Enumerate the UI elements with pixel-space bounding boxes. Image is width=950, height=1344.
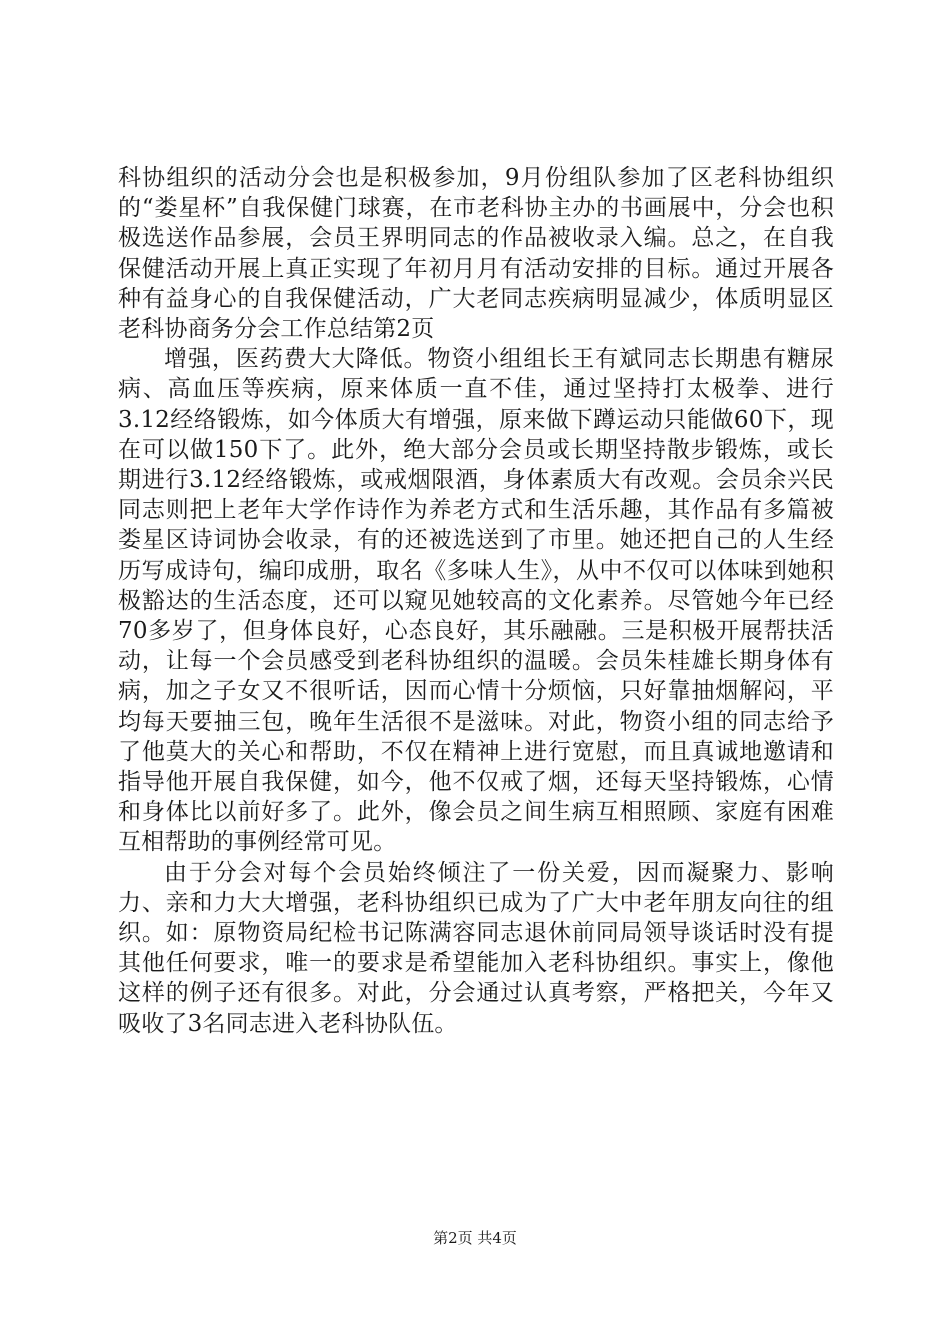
- document-body: [118, 163, 834, 1039]
- paragraph-1: 科协组织的活动分会也是积极参加，9月份组队参加了区老科协组织的“娄星杯”自我保健门球赛，在市老科协主办的书画展中，分会也积极选送作品参展，会员王界明同志的作品被收录入编。总之，在自我保健活动开展上真正实现了年初月月有活动安排的目标。通过开展各种有益身心的自我保健活动，广大老同志疾病明显减少，体质明显区老科协商务分会工作总结第2页: [118, 165, 834, 343]
- page-footer: 第2页 共4页: [433, 1229, 517, 1247]
- paragraph-3: 由于分会对每个会员始终倾注了一份关爱，因而凝聚力、影响力、亲和力大大增强，老科协组织已成为了广大中老年朋友向往的组织。如：原物资局纪检书记陈满容同志退休前同局领导谈话时没有提其他任何要求，唯一的要求是希望能加入老科协组织。事实上，像他这样的例子还有很多。对此，分会通过认真考察，严格把关，今年又吸收了3名同志进入老科协队伍。: [118, 859, 834, 1037]
- paragraph-2: 增强，医药费大大降低。物资小组组长王有斌同志长期患有糖尿病、高血压等疾病，原来体质一直不佳，通过坚持打太极拳、进行3.12经络锻炼，如今体质大有增强，原来做下蹲运动只能做60下，现在可以做150下了。此外，绝大部分会员或长期坚持散步锻炼，或长期进行3.12经络锻炼，或戒烟限酒，身体素质大有改观。会员余兴民同志则把上老年大学作诗作为养老方式和生活乐趣，其作品有多篇被娄星区诗词协会收录，有的还被选送到了市里。她还把自己的人生经历写成诗句，编印成册，取名《多味人生》，从中不仅可以体味到她积极豁达的生活态度，还可以窥见她较高的文化素养。尽管她今年已经70多岁了，但身体良好，心态良好，其乐融融。三是积极开展帮扶活动，让每一个会员感受到老科协组织的温暖。会员朱桂雄长期身体有病，加之子女又不很听话，因而心情十分烦恼，只好靠抽烟解闷，平均每天要抽三包，晚年生活很不是滋味。对此，物资小组的同志给予了他莫大的关心和帮助，不仅在精神上进行宽慰，而且真诚地邀请和指导他开展自我保健，如今，他不仅戒了烟，还每天坚持锻炼，心情和身体比以前好多了。此外，像会员之间生病互相照顾、家庭有困难互相帮助的事例经常可见。: [118, 346, 834, 856]
